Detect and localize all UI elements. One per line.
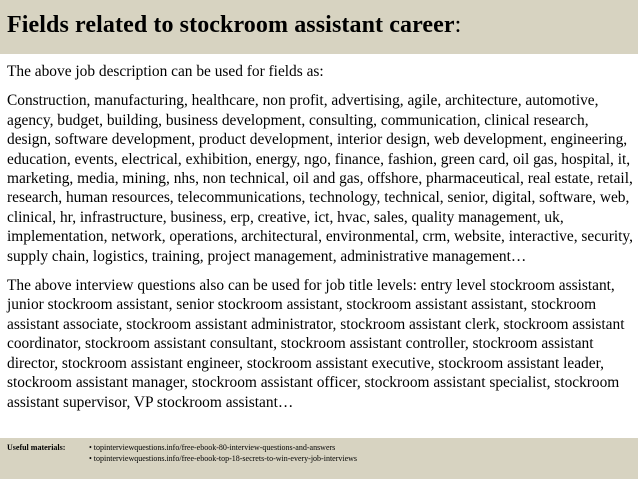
slide-content <box>7 62 635 422</box>
footer-row-1 <box>7 442 638 453</box>
job-levels-paragraph: The above interview questions also can be used for job title levels: entry level stockroom assistant, junior stockroom assistant, senior stockroom assistant, stockroom assistant assistant, stockroom assistant associate, stockroom assistant administrator, stockroom assistant clerk, stockroom assistant coordinator, stockroom assistant consultant, stockroom assistant controller, stockroom assistant director, stockroom assistant engineer, stockroom assistant executive, stockroom assistant leader, stockroom assistant manager, stockroom assistant officer, stockroom assistant specialist, stockroom assistant supervisor, VP stockroom assistant… <box>7 277 625 411</box>
footer-link-ebook-80-questions[interactable]: • topinterviewquestions.info/free-ebook-80-interview-questions-and-answers <box>89 443 336 452</box>
intro-text: The above job description can be used for fields as: <box>7 63 324 80</box>
footer-label-spacer <box>7 453 89 464</box>
page-title-text: Fields related to stockroom assistant career <box>7 12 455 38</box>
page-title <box>7 10 638 40</box>
footer-row-2 <box>7 453 638 464</box>
footer-label: Useful materials: <box>7 443 66 452</box>
fields-paragraph: Construction, manufacturing, healthcare, non profit, advertising, agile, architecture, automotive, agency, budget, building, business development, consulting, communication, clinical research, design, software development, product development, interior design, web development, engineering, education, events, electrical, exhibition, energy, ngo, finance, fashion, green card, oil gas, hospital, it, marketing, media, mining, nhs, non technical, oil and gas, offshore, pharmaceutical, real estate, retail, research, human resources, telecommunications, technology, technical, senior, digital, software, web, clinical, hr, infrastructure, business, erp, creative, ict, hvac, sales, quality management, uk, implementation, network, operations, architectural, environmental, crm, website, interactive, security, supply chain, logistics, training, project management, administrative management… <box>7 92 633 265</box>
title-bar <box>0 0 638 54</box>
footer-link-ebook-18-secrets[interactable]: • topinterviewquestions.info/free-ebook-top-18-secrets-to-win-every-job-interviews <box>89 454 358 463</box>
page-title-colon: : <box>454 12 462 38</box>
footer <box>0 438 638 479</box>
